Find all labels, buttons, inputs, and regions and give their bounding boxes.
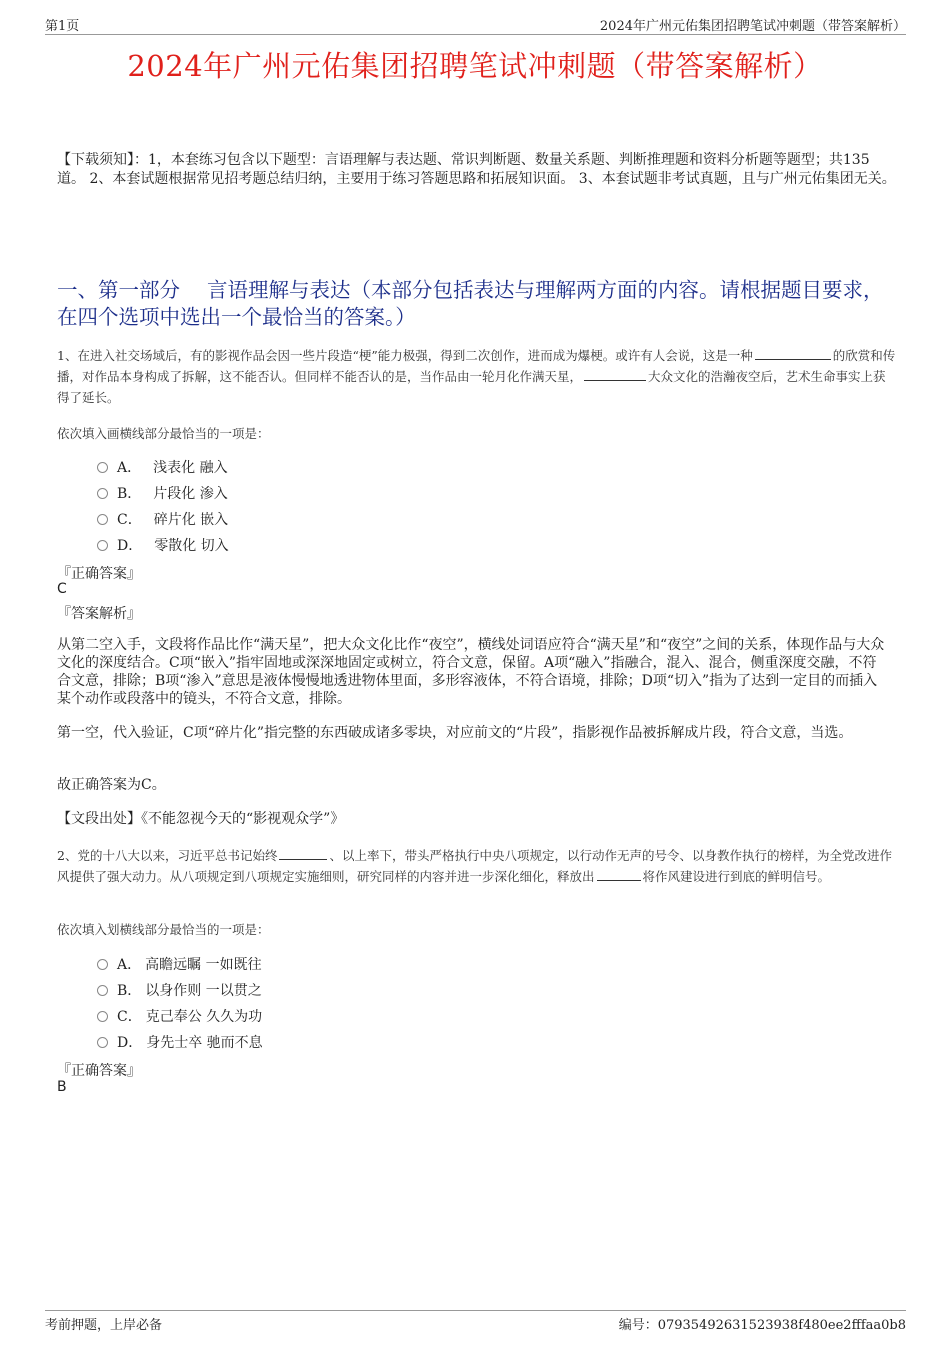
radio-icon[interactable] xyxy=(97,462,108,473)
option-letter: D． xyxy=(117,1035,143,1051)
question-2-text-part-c: 将作风建设进行到底的鲜明信号。 xyxy=(642,869,831,884)
footer-divider xyxy=(45,1310,906,1311)
question-1-blank-1 xyxy=(755,347,831,360)
option-text: 克己奉公 久久为功 xyxy=(145,1009,263,1025)
radio-icon[interactable] xyxy=(97,540,108,551)
question-1-analysis-label: 『答案解析』 xyxy=(57,606,141,622)
page-title: 2024年广州元佑集团招聘笔试冲刺题（带答案解析） xyxy=(127,49,823,83)
question-1-answer-label: 『正确答案』 xyxy=(57,566,141,582)
option-text: 身先士卒 驰而不息 xyxy=(146,1035,263,1051)
question-2-text-part-a: 2、党的十八大以来，习近平总书记始终 xyxy=(57,848,278,863)
footer-serial-number: 编号：07935492631523938f480ee2fffaa0b8 xyxy=(618,1318,906,1333)
option-letter: B． xyxy=(117,983,142,999)
radio-icon[interactable] xyxy=(97,985,108,996)
option-text: 浅表化 融入 xyxy=(153,460,228,476)
question-2-text xyxy=(57,845,897,887)
radio-icon[interactable] xyxy=(97,959,108,970)
radio-icon[interactable] xyxy=(97,514,108,525)
question-2-option-d[interactable] xyxy=(97,1032,263,1052)
question-1-analysis-p2: 第一空，代入验证，C项“碎片化”指完整的东西破成诸多零块，对应前文的“片段”，指影视作品被拆解成片段，符合文意，当选。 xyxy=(57,725,853,741)
header-page-number: 第1页 xyxy=(45,19,80,34)
question-1-answer: C xyxy=(57,581,67,597)
question-2-text-part-b: 、以上率下，带头严格执行中央八项规定，以行动作无声的号令、以身教作执行的榜样，为全党改进作风提供了强大动力。从八项规定到八项规定实施细则，研究同样的内容并进一步深化细化，释放出 xyxy=(57,848,892,884)
question-2-instruction: 依次填入划横线部分最恰当的一项是： xyxy=(57,922,270,937)
option-letter: C． xyxy=(117,512,142,528)
question-1-option-c[interactable] xyxy=(97,509,228,529)
option-text: 高瞻远瞩 一如既往 xyxy=(145,957,262,973)
option-letter: A． xyxy=(117,460,142,476)
question-1-option-b[interactable] xyxy=(97,483,228,503)
header-doc-title: 2024年广州元佑集团招聘笔试冲刺题（带答案解析） xyxy=(599,19,906,34)
question-1-text-part-b: 的欣赏和传播，对作品本身构成了拆解，这不能否认。但同样不能否认的是，当作品由一轮月化作满天星， xyxy=(57,348,896,384)
question-2-option-a[interactable] xyxy=(97,954,262,974)
question-1-blank-2 xyxy=(584,368,646,381)
download-notice: 【下载须知】：1，本套练习包含以下题型：言语理解与表达题、常识判断题、数量关系题、判断推理题和资料分析题等题型；共135道。 2、本套试题根据常见招考题总结归纳，主要用于练习答题思路和拓展知识面。 3、本套试题非考试真题，且与广州元佑集团无关。 xyxy=(57,152,896,187)
option-letter: A． xyxy=(117,957,142,973)
option-letter: D． xyxy=(117,538,143,554)
question-1-source: 【文段出处】《不能忽视今天的“影视观众学”》 xyxy=(57,811,345,827)
question-2-option-c[interactable] xyxy=(97,1006,262,1026)
question-2-answer: B xyxy=(57,1079,67,1095)
question-1-option-a[interactable] xyxy=(97,457,228,477)
radio-icon[interactable] xyxy=(97,1037,108,1048)
option-text: 碎片化 嵌入 xyxy=(153,512,229,528)
radio-icon[interactable] xyxy=(97,1011,108,1022)
option-letter: B． xyxy=(117,486,142,502)
question-1-analysis-p1: 从第二空入手，文段将作品比作“满天星”，把大众文化比作“夜空”，横线处词语应符合“满天星”和“夜空”之间的关系，体现作品与大众文化的深度结合。C项“嵌入”指牢固地或深深地固定或树立，符合文意，保留。A项“融入”指融合，混入、混合，侧重深度交融，不符合文意，排除；B项“渗入”意思是液体慢慢地透进物体里面，多形容液体，不符合语境，排除；D项“切入”指为了达到一定目的而插入某个动作或段落中的镜头，不符合文意，排除。 xyxy=(57,637,885,707)
section-heading: 一、第一部分 言语理解与表达（本部分包括表达与理解两方面的内容。请根据题目要求，在四个选项中选出一个最恰当的答案。） xyxy=(57,278,884,329)
question-1-text xyxy=(57,345,897,408)
question-1-option-d[interactable] xyxy=(97,535,229,555)
question-2-option-b[interactable] xyxy=(97,980,262,1000)
option-letter: C． xyxy=(117,1009,142,1025)
option-text: 零散化 切入 xyxy=(154,538,229,554)
option-text: 以身作则 一以贯之 xyxy=(145,983,262,999)
footer-slogan: 考前押题，上岸必备 xyxy=(45,1318,163,1333)
question-1-text-part-a: 1、在进入社交场域后，有的影视作品会因一些片段造“梗”能力极强，得到二次创作，进而成为爆梗。或许有人会说，这是一种 xyxy=(57,348,753,363)
radio-icon[interactable] xyxy=(97,488,108,499)
question-1-instruction: 依次填入画横线部分最恰当的一项是： xyxy=(57,426,270,441)
option-text: 片段化 渗入 xyxy=(153,486,228,502)
question-1-text-part-c: 大众文化的浩瀚夜空后，艺术生命事实上获得了延长。 xyxy=(57,369,886,405)
question-2-blank-2 xyxy=(597,868,641,881)
question-1-analysis-p3: 故正确答案为C。 xyxy=(57,777,166,793)
question-2-answer-label: 『正确答案』 xyxy=(57,1063,141,1079)
header-divider xyxy=(45,34,906,35)
question-2-blank-1 xyxy=(279,847,327,860)
